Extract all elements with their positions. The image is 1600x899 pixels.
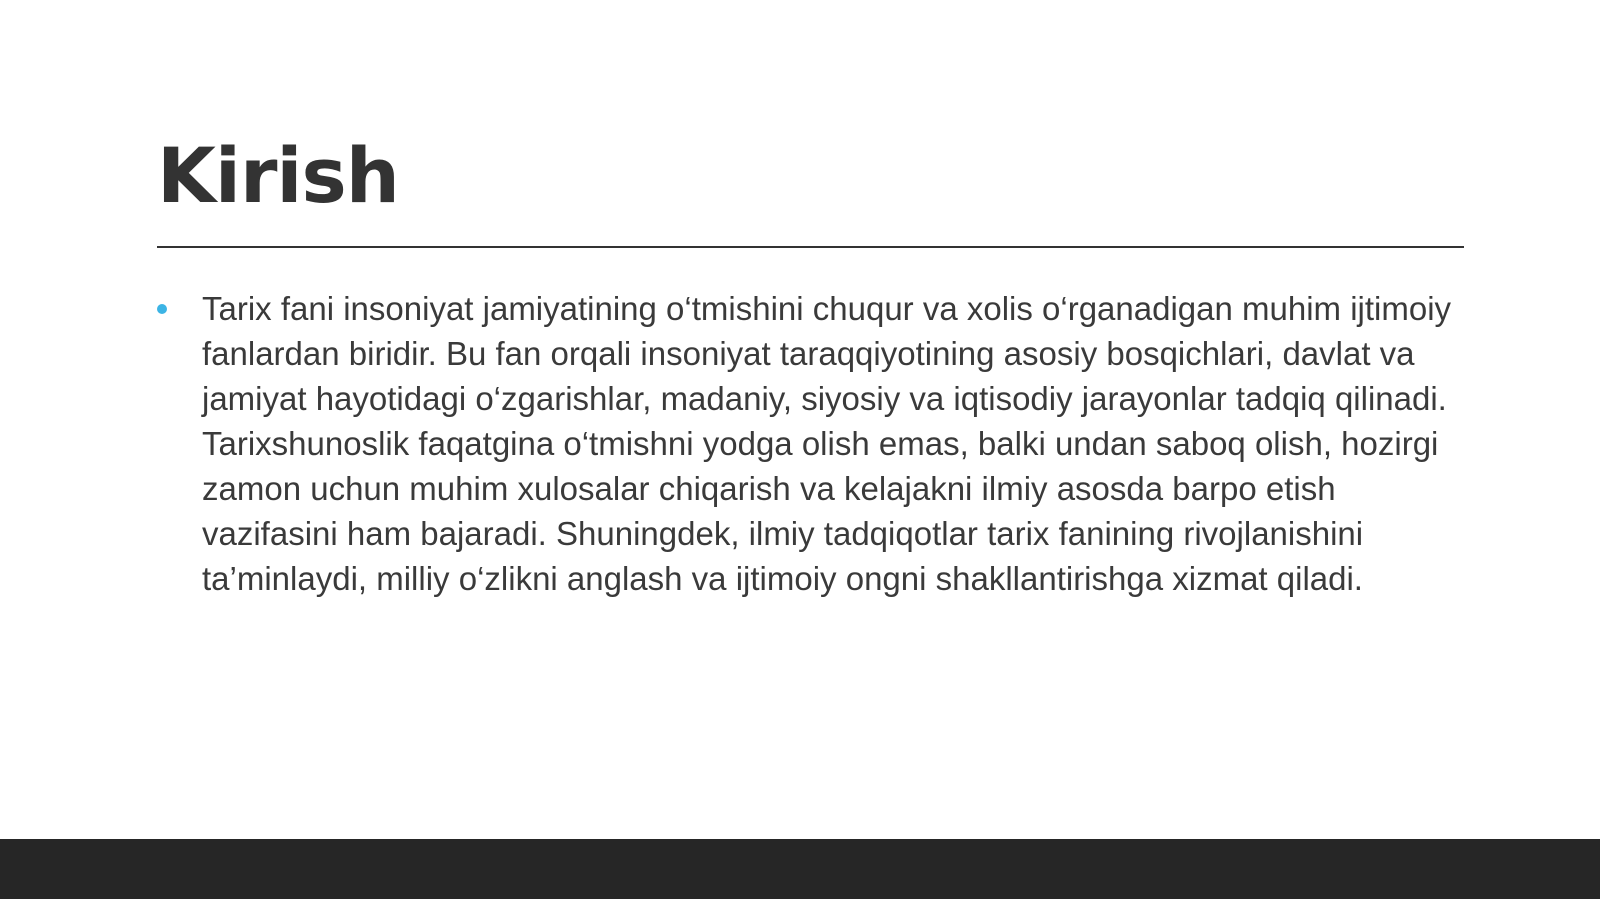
bullet-text: Tarix fani insoniyat jamiyatining o‘tmishini chuqur va xolis o‘rganadigan muhim ijtimoiy fanlardan biridir. Bu fan orqali insoniyat taraqqiyotining asosiy bosqichlari, davlat va jamiyat hayotidagi o‘zgarishlar, madaniy, siyosiy va iqtisodiy jarayonlar tadqiq qilinadi. Tarixshunoslik faqatgina o‘tmishni yodga olish emas, balki undan saboq olish, hozirgi zamon uchun muhim xulosalar chiqarish va kelajakni ilmiy asosda barpo etish vazifasini ham bajaradi. Shuningdek, ilmiy tadqiqotlar tarix fanining rivojlanishini ta’minlaydi, milliy o‘zlikni anglash va ijtimoiy ongni shakllantirishga xizmat qiladi. <box>202 290 1452 597</box>
title-divider <box>157 246 1464 248</box>
bullet-item <box>157 286 1477 601</box>
slide-body <box>157 286 1477 601</box>
slide-title: Kirish <box>157 131 399 220</box>
bottom-bar <box>0 839 1600 899</box>
bullet-dot-icon <box>157 304 167 314</box>
